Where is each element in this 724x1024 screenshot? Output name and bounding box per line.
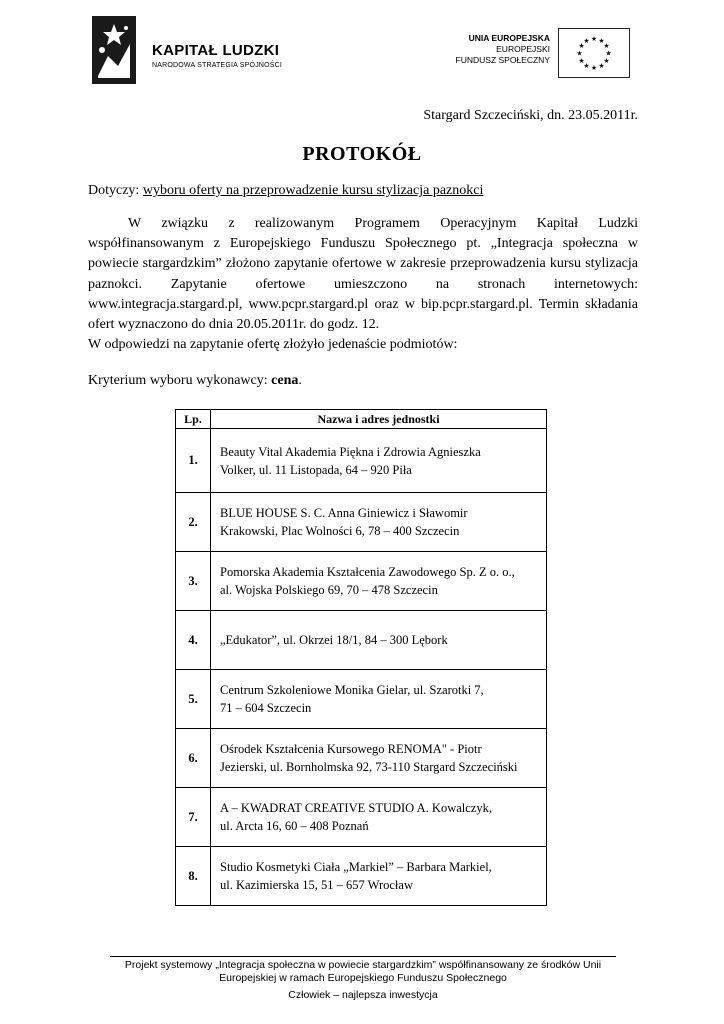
column-header-lp: Lp. bbox=[176, 410, 211, 429]
row-number: 7. bbox=[176, 788, 211, 847]
entity-line-1: Ośrodek Kształcenia Kursowego RENOMA" - Piotr bbox=[220, 742, 482, 756]
svg-text:★: ★ bbox=[603, 57, 610, 65]
criteria-line bbox=[88, 373, 302, 389]
entity-line-1: Studio Kosmetyki Ciała „Markiel” – Barbara Markiel, bbox=[220, 860, 492, 874]
column-header-name: Nazwa i adres jednostki bbox=[211, 410, 547, 429]
svg-text:★: ★ bbox=[578, 57, 585, 65]
table-row bbox=[176, 788, 547, 847]
footer-divider bbox=[110, 956, 616, 957]
entity-line-2: Krakowski, Plac Wolności 6, 78 – 400 Szczecin bbox=[220, 524, 460, 538]
svg-text:★: ★ bbox=[598, 62, 605, 70]
row-number: 6. bbox=[176, 729, 211, 788]
row-number: 3. bbox=[176, 552, 211, 611]
entity-line-1: A – KWADRAT CREATIVE STUDIO A. Kowalczyk, bbox=[220, 801, 492, 815]
subject-line bbox=[88, 183, 483, 199]
entity-line-1: BLUE HOUSE S. C. Anna Giniewicz i Sławomir bbox=[220, 506, 468, 520]
logo-name: KAPITAŁ LUDZKI bbox=[152, 42, 280, 59]
table-row bbox=[176, 729, 547, 788]
entity-name-address bbox=[211, 729, 547, 788]
page-header bbox=[0, 0, 724, 96]
eu-line-3: FUNDUSZ SPOŁECZNY bbox=[455, 55, 550, 65]
entity-name-address bbox=[211, 670, 547, 729]
kapital-ludzki-emblem-icon bbox=[92, 16, 136, 84]
footer-slogan: Człowiek – najlepsza inwestycja bbox=[288, 989, 438, 1001]
eu-line-2: EUROPEJSKI bbox=[496, 44, 550, 54]
footer-project-note bbox=[80, 959, 646, 985]
eu-line-1: UNIA EUROPEJSKA bbox=[468, 33, 550, 43]
footer-line-1: Projekt systemowy „Integracja społeczna w powiecie stargardzkim” współfinansowany ze środków Unii bbox=[124, 959, 602, 971]
entity-name-address bbox=[211, 788, 547, 847]
table-row bbox=[176, 429, 547, 493]
svg-text:★: ★ bbox=[590, 64, 598, 72]
row-number: 2. bbox=[176, 493, 211, 552]
entity-line-1: Centrum Szkoleniowe Monika Gielar, ul. Szarotki 7, bbox=[220, 683, 484, 697]
entity-line-1: Pomorska Akademia Kształcenia Zawodowego Sp. Z o. o., bbox=[220, 565, 515, 579]
entity-line-2: Volker, ul. 11 Listopada, 64 – 920 Piła bbox=[220, 462, 412, 477]
table-row bbox=[176, 493, 547, 552]
entity-name-address bbox=[211, 493, 547, 552]
svg-text:★: ★ bbox=[583, 62, 590, 70]
intro-paragraph: W związku z realizowanym Programem Operacyjnym Kapitał Ludzki współfinansowanym z Europejskiego Funduszu Społecznego pt. „Integracja społeczna w powiecie stargardzkim” złożono zapytanie ofertowe w zakresie przeprowadzenia kursu stylizacja paznokci. Zapytanie ofertowe umieszczono na stronach internetowych: www.integracja.stargard.pl, www.pcpr.stargard.pl oraz w bip.pcpr.stargard.pl. Termin składania ofert wyznaczono do dnia 20.05.2011r. do godz. 12. bbox=[88, 216, 638, 333]
svg-text:★: ★ bbox=[605, 49, 612, 58]
bidders-table bbox=[175, 409, 547, 906]
entity-name-address bbox=[211, 847, 547, 906]
entity-line-2: ul. Kazimierska 15, 51 – 657 Wrocław bbox=[220, 878, 413, 892]
entity-line-2: al. Wojska Polskiego 69, 70 – 478 Szczecin bbox=[220, 583, 438, 597]
table-row bbox=[176, 611, 547, 670]
entity-line-1: „Edukator”, ul. Okrzei 18/1, 84 – 300 Lębork bbox=[220, 633, 448, 647]
entity-line-2: Jezierski, ul. Bornholmska 92, 73-110 Stargard Szczeciński bbox=[220, 760, 518, 774]
date-line: Stargard Szczeciński, dn. 23.05.2011r. bbox=[423, 108, 638, 123]
criteria-value: cena bbox=[271, 373, 299, 388]
eu-logo bbox=[440, 24, 630, 80]
entity-name-address bbox=[211, 429, 547, 493]
row-number: 4. bbox=[176, 611, 211, 670]
row-number: 8. bbox=[176, 847, 211, 906]
logo-subtitle: NARODOWA STRATEGIA SPÓJNOŚCI bbox=[152, 62, 283, 69]
eu-logo-text bbox=[456, 33, 550, 66]
answer-line: W odpowiedzi na zapytanie ofertę złożyło jedenaście podmiotów: bbox=[88, 337, 458, 352]
svg-text:★: ★ bbox=[603, 42, 610, 50]
row-number: 1. bbox=[176, 429, 211, 493]
svg-text:★: ★ bbox=[583, 37, 590, 45]
entity-line-2: ul. Arcta 16, 60 – 408 Poznań bbox=[220, 819, 369, 833]
table-row bbox=[176, 552, 547, 611]
criteria-suffix: . bbox=[298, 373, 302, 388]
entity-name-address bbox=[211, 611, 547, 670]
eu-flag-icon bbox=[558, 28, 630, 78]
entity-line-2: 71 – 604 Szczecin bbox=[220, 701, 312, 715]
footer-line-2: Europejskiej w ramach Europejskiego Funduszu Społecznego bbox=[219, 972, 507, 984]
entity-line-1: Beauty Vital Akademia Piękna i Zdrowia Agnieszka bbox=[220, 444, 481, 459]
subject-prefix: Dotyczy: bbox=[88, 183, 143, 198]
svg-text:★: ★ bbox=[576, 49, 583, 58]
subject-text: wyboru oferty na przeprowadzenie kursu stylizacja paznokci bbox=[142, 183, 484, 198]
entity-name-address bbox=[211, 552, 547, 611]
table-row bbox=[176, 670, 547, 729]
document-title: PROTOKÓŁ bbox=[302, 143, 422, 165]
table-header-row bbox=[176, 410, 547, 429]
kapital-ludzki-logo bbox=[92, 16, 292, 84]
row-number: 5. bbox=[176, 670, 211, 729]
svg-text:★: ★ bbox=[578, 42, 585, 50]
table-row bbox=[176, 847, 547, 906]
svg-text:★: ★ bbox=[590, 35, 598, 43]
svg-text:★: ★ bbox=[598, 37, 605, 45]
criteria-prefix: Kryterium wyboru wykonawcy: bbox=[88, 373, 272, 388]
